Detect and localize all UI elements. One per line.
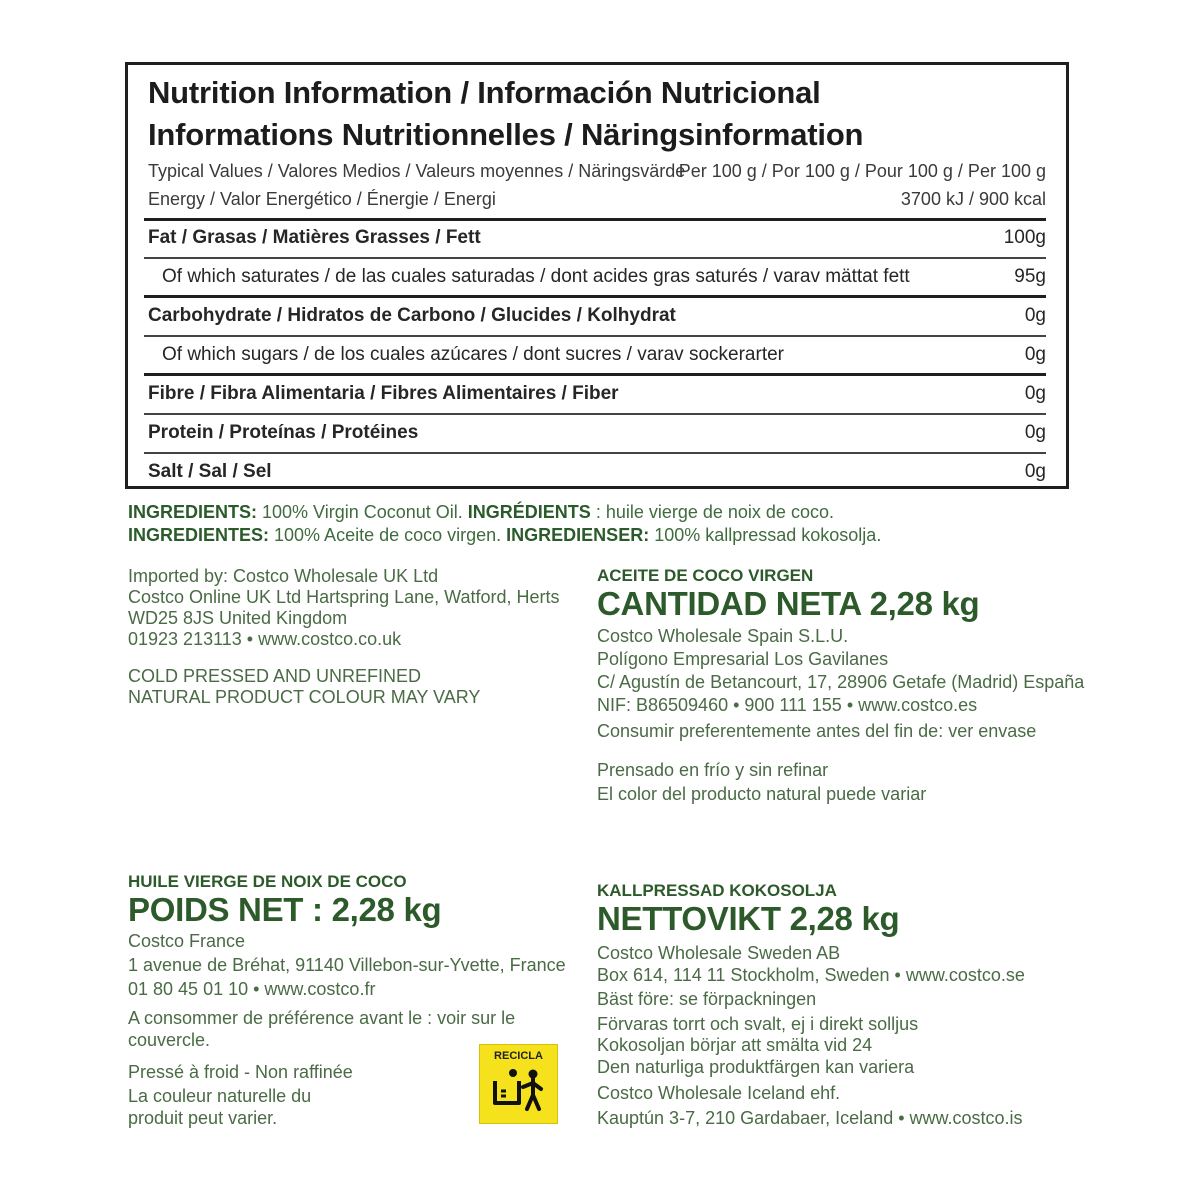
- fr-best-before: A consommer de préférence avant le : voir sur le: [128, 1008, 516, 1028]
- ingredients-es-label: INGREDIENTES:: [128, 525, 270, 545]
- nutrient-row-carbohydrate: [144, 298, 1046, 334]
- nutrient-row-saturates: [144, 259, 1046, 295]
- fr-net-quantity: POIDS NET : 2,28 kg: [128, 891, 442, 928]
- se-line: Förvaras torrt och svalt, ej i direkt solljus: [597, 1014, 919, 1034]
- nutrient-row-sugars: [144, 337, 1046, 373]
- se-net-quantity: NETTOVIKT 2,28 kg: [597, 900, 900, 937]
- fr-note: La couleur naturelle du: [128, 1086, 312, 1106]
- ingredients-en-text: 100% Virgin Coconut Oil.: [257, 502, 468, 522]
- nutrient-label: Fibre / Fibra Alimentaria / Fibres Alimentaires / Fiber: [148, 383, 619, 404]
- ingredients-line-1: [128, 502, 834, 523]
- se-line: Kokosoljan börjar att smälta vid 24: [597, 1035, 873, 1055]
- es-product-name: ACEITE DE COCO VIRGEN: [597, 566, 814, 585]
- nutrient-label: Fat / Grasas / Matières Grasses / Fett: [148, 227, 481, 248]
- nutrient-value: 0g: [1024, 461, 1046, 482]
- fr-line: Costco France: [128, 931, 246, 951]
- nutrient-value: 0g: [1024, 305, 1046, 326]
- se-line: Bäst före: se förpackningen: [597, 989, 817, 1009]
- uk-line: 01923 213113 • www.costco.co.uk: [128, 629, 402, 649]
- fr-note: Pressé à froid - Non raffinée: [128, 1062, 353, 1082]
- fr-note: produit peut varier.: [128, 1108, 278, 1128]
- per-100g-label: Per 100 g / Por 100 g / Pour 100 g / Per 100 g: [678, 161, 1046, 181]
- se-line: Box 614, 114 11 Stockholm, Sweden • www.costco.se: [597, 965, 1025, 985]
- nutrient-row-fat: [144, 220, 1046, 256]
- ingredients-es-text: 100% Aceite de coco virgen.: [269, 525, 507, 545]
- ingredients-en-label: INGREDIENTS:: [128, 502, 258, 522]
- energy-value: 3700 kJ / 900 kcal: [900, 189, 1046, 209]
- nutrient-value: 0g: [1024, 383, 1046, 404]
- ingredients-sv-text: 100% kallpressad kokosolja.: [649, 525, 882, 545]
- nutrient-row-protein: [144, 415, 1046, 451]
- energy-label: Energy / Valor Energético / Énergie / Energi: [148, 189, 496, 209]
- nutrient-value: 0g: [1024, 344, 1046, 365]
- nutrient-label: Of which sugars / de los cuales azúcares / dont sucres / varav sockerarter: [162, 344, 784, 365]
- es-line: Polígono Empresarial Los Gavilanes: [597, 649, 889, 669]
- se-line: Kauptún 3-7, 210 Gardabaer, Iceland • www.costco.is: [597, 1108, 1023, 1128]
- uk-line: WD25 8JS United Kingdom: [128, 608, 348, 628]
- recycle-bin-person-icon: [489, 1067, 549, 1117]
- typical-values-label: Typical Values / Valores Medios / Valeurs moyennes / Näringsvärde: [148, 161, 686, 181]
- ingredients-fr-text: : huile vierge de noix de coco.: [590, 502, 834, 522]
- nutrition-table: [125, 62, 1069, 489]
- ingredients-line-2: [128, 525, 881, 546]
- es-line: NIF: B86509460 • 900 111 155 • www.costco.es: [597, 695, 978, 715]
- fr-line: 01 80 45 01 10 • www.costco.fr: [128, 979, 376, 999]
- recycle-badge: [479, 1044, 558, 1124]
- recycle-label: RECICLA: [494, 1050, 543, 1062]
- se-line: Costco Wholesale Sweden AB: [597, 943, 841, 963]
- nutrient-value: 95g: [1014, 266, 1046, 287]
- se-line: Den naturliga produktfärgen kan variera: [597, 1057, 915, 1077]
- nutrition-title-line1: Nutrition Information / Información Nutricional: [148, 75, 821, 110]
- fr-best-before: couvercle.: [128, 1030, 211, 1050]
- nutrient-row-fibre: [144, 376, 1046, 412]
- fr-product-name: HUILE VIERGE DE NOIX DE COCO: [128, 872, 407, 891]
- uk-note: COLD PRESSED AND UNREFINED: [128, 666, 422, 686]
- nutrient-value: 100g: [1003, 227, 1046, 248]
- nutrient-row-salt: [144, 454, 1046, 490]
- fr-line: 1 avenue de Bréhat, 91140 Villebon-sur-Yvette, France: [128, 955, 566, 975]
- se-line: Costco Wholesale Iceland ehf.: [597, 1083, 841, 1103]
- ingredients-fr-label: INGRÉDIENTS: [467, 502, 591, 522]
- es-line: C/ Agustín de Betancourt, 17, 28906 Getafe (Madrid) España: [597, 672, 1085, 692]
- es-best-before: Consumir preferentemente antes del fin de: ver envase: [597, 721, 1037, 741]
- nutrient-label: Protein / Proteínas / Protéines: [148, 422, 419, 443]
- es-note: El color del producto natural puede variar: [597, 784, 927, 804]
- se-product-name: KALLPRESSAD KOKOSOLJA: [597, 881, 837, 900]
- nutrient-label: Of which saturates / de las cuales saturadas / dont acides gras saturés / varav mättat fett: [162, 266, 910, 287]
- uk-line: Costco Online UK Ltd Hartspring Lane, Watford, Herts: [128, 587, 560, 607]
- es-line: Costco Wholesale Spain S.L.U.: [597, 626, 849, 646]
- es-note: Prensado en frío y sin refinar: [597, 760, 829, 780]
- nutrition-title-line2: Informations Nutritionnelles / Näringsinformation: [148, 117, 864, 152]
- uk-line: Imported by: Costco Wholesale UK Ltd: [128, 566, 439, 586]
- es-net-quantity: CANTIDAD NETA 2,28 kg: [597, 585, 980, 622]
- nutrient-value: 0g: [1024, 422, 1046, 443]
- nutrient-label: Carbohydrate / Hidratos de Carbono / Glucides / Kolhydrat: [148, 305, 676, 326]
- nutrient-label: Salt / Sal / Sel: [148, 461, 272, 482]
- ingredients-sv-label: INGREDIENSER:: [506, 525, 650, 545]
- uk-note: NATURAL PRODUCT COLOUR MAY VARY: [128, 687, 481, 707]
